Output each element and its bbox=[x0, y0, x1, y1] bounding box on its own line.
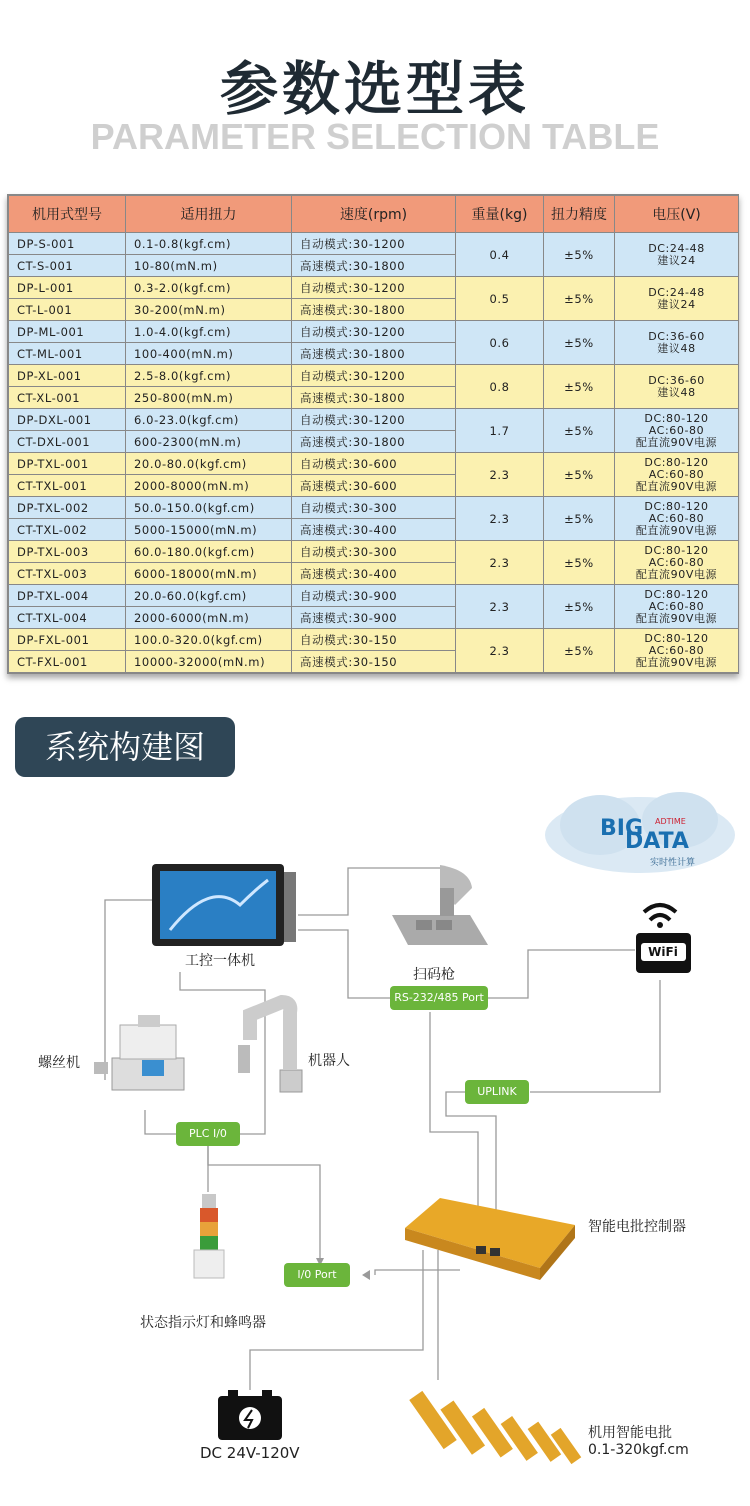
voltage-line: DC:36-60 bbox=[648, 373, 705, 387]
model-cell: DP-S-001 bbox=[9, 233, 126, 255]
dc-power-battery-icon bbox=[218, 1390, 282, 1440]
system-diagram bbox=[0, 780, 750, 1506]
diagram-svg bbox=[0, 780, 750, 1506]
torque-cell: 6.0-23.0(kgf.cm) bbox=[126, 409, 292, 431]
speed-cell: 高速模式:30-1800 bbox=[292, 343, 456, 365]
speed-cell: 自动模式:30-900 bbox=[292, 585, 456, 607]
weight-cell: 1.7 bbox=[456, 409, 544, 453]
torque-cell: 1.0-4.0(kgf.cm) bbox=[126, 321, 292, 343]
speed-cell: 高速模式:30-1800 bbox=[292, 431, 456, 453]
torque-cell: 20.0-60.0(kgf.cm) bbox=[126, 585, 292, 607]
voltage-line: AC:60-80 bbox=[648, 467, 705, 481]
col-header-torque: 适用扭力 bbox=[126, 196, 292, 233]
voltage-cell bbox=[615, 497, 739, 541]
wifi-text: WiFi bbox=[648, 945, 678, 959]
voltage-line: AC:60-80 bbox=[648, 511, 705, 525]
voltage-line: DC:80-120 bbox=[644, 411, 709, 425]
torque-cell: 600-2300(mN.m) bbox=[126, 431, 292, 453]
speed-cell: 自动模式:30-150 bbox=[292, 629, 456, 651]
col-header-weight: 重量(kg) bbox=[456, 196, 544, 233]
voltage-line: 建议48 bbox=[657, 385, 696, 399]
model-cell: DP-L-001 bbox=[9, 277, 126, 299]
table-row bbox=[9, 277, 739, 299]
speed-cell: 高速模式:30-1800 bbox=[292, 387, 456, 409]
tag-uplink: UPLINK bbox=[465, 1080, 529, 1104]
table-row bbox=[9, 541, 739, 563]
voltage-line: DC:36-60 bbox=[648, 329, 705, 343]
voltage-cell bbox=[615, 541, 739, 585]
model-cell: CT-TXL-002 bbox=[9, 519, 126, 541]
weight-cell: 2.3 bbox=[456, 629, 544, 673]
precision-cell: ±5% bbox=[544, 277, 615, 321]
voltage-cell bbox=[615, 585, 739, 629]
label-industrial-pc: 工控一体机 bbox=[185, 953, 255, 969]
col-header-model: 机用式型号 bbox=[9, 196, 126, 233]
torque-cell: 10-80(mN.m) bbox=[126, 255, 292, 277]
model-cell: CT-DXL-001 bbox=[9, 431, 126, 453]
model-cell: DP-FXL-001 bbox=[9, 629, 126, 651]
smart-driver-controller-icon bbox=[405, 1198, 575, 1280]
weight-cell: 2.3 bbox=[456, 453, 544, 497]
torque-cell: 100.0-320.0(kgf.cm) bbox=[126, 629, 292, 651]
voltage-line: DC:80-120 bbox=[644, 543, 709, 557]
torque-cell: 2.5-8.0(kgf.cm) bbox=[126, 365, 292, 387]
speed-cell: 自动模式:30-1200 bbox=[292, 233, 456, 255]
barcode-scanner-icon bbox=[392, 865, 488, 945]
table-body bbox=[9, 233, 739, 673]
label-scanner: 扫码枪 bbox=[413, 967, 455, 983]
speed-cell: 高速模式:30-900 bbox=[292, 607, 456, 629]
voltage-line: 配直流90V电源 bbox=[635, 435, 718, 449]
voltage-line: AC:60-80 bbox=[648, 423, 705, 437]
voltage-line: DC:24-48 bbox=[648, 241, 705, 255]
big-data-cloud-icon bbox=[545, 792, 735, 873]
col-header-speed: 速度(rpm) bbox=[292, 196, 456, 233]
speed-cell: 高速模式:30-400 bbox=[292, 519, 456, 541]
torque-cell: 30-200(mN.m) bbox=[126, 299, 292, 321]
model-cell: CT-L-001 bbox=[9, 299, 126, 321]
model-cell: CT-ML-001 bbox=[9, 343, 126, 365]
voltage-cell bbox=[615, 277, 739, 321]
col-header-precision: 扭力精度 bbox=[544, 196, 615, 233]
precision-cell: ±5% bbox=[544, 585, 615, 629]
voltage-cell bbox=[615, 629, 739, 673]
cloud-word-big: BIG bbox=[600, 816, 644, 841]
industrial-pc-icon bbox=[152, 864, 296, 946]
page-title: 参数选型表 bbox=[219, 55, 530, 123]
screw-machine-icon bbox=[94, 1015, 184, 1090]
torque-cell: 0.3-2.0(kgf.cm) bbox=[126, 277, 292, 299]
model-cell: DP-DXL-001 bbox=[9, 409, 126, 431]
table-header-row bbox=[9, 196, 739, 233]
precision-cell: ±5% bbox=[544, 629, 615, 673]
precision-cell: ±5% bbox=[544, 409, 615, 453]
cloud-word-adtime: ADTIME bbox=[655, 817, 686, 826]
voltage-line: AC:60-80 bbox=[648, 643, 705, 657]
torque-cell: 2000-8000(mN.m) bbox=[126, 475, 292, 497]
model-cell: DP-TXL-004 bbox=[9, 585, 126, 607]
table-row bbox=[9, 321, 739, 343]
voltage-cell bbox=[615, 365, 739, 409]
cloud-word-data: DATA bbox=[625, 829, 689, 854]
voltage-cell bbox=[615, 321, 739, 365]
wifi-router-icon bbox=[636, 905, 691, 973]
weight-cell: 0.6 bbox=[456, 321, 544, 365]
voltage-line: 配直流90V电源 bbox=[635, 567, 718, 581]
page-subtitle: PARAMETER SELECTION TABLE bbox=[90, 116, 660, 157]
torque-cell: 6000-18000(mN.m) bbox=[126, 563, 292, 585]
voltage-line: 建议24 bbox=[657, 297, 696, 311]
model-cell: CT-FXL-001 bbox=[9, 651, 126, 673]
tag-io-port: I/0 Port bbox=[284, 1263, 350, 1287]
table-row bbox=[9, 233, 739, 255]
voltage-line: 配直流90V电源 bbox=[635, 611, 718, 625]
weight-cell: 2.3 bbox=[456, 497, 544, 541]
col-header-voltage: 电压(V) bbox=[615, 196, 739, 233]
speed-cell: 自动模式:30-1200 bbox=[292, 321, 456, 343]
voltage-line: DC:24-48 bbox=[648, 285, 705, 299]
torque-cell: 10000-32000(mN.m) bbox=[126, 651, 292, 673]
voltage-line: 配直流90V电源 bbox=[635, 479, 718, 493]
voltage-line: DC:80-120 bbox=[644, 631, 709, 645]
voltage-line: 配直流90V电源 bbox=[635, 655, 718, 669]
model-cell: DP-TXL-002 bbox=[9, 497, 126, 519]
voltage-line: DC:80-120 bbox=[644, 499, 709, 513]
voltage-cell bbox=[615, 453, 739, 497]
model-cell: CT-TXL-001 bbox=[9, 475, 126, 497]
model-cell: DP-TXL-003 bbox=[9, 541, 126, 563]
precision-cell: ±5% bbox=[544, 453, 615, 497]
model-cell: DP-XL-001 bbox=[9, 365, 126, 387]
voltage-line: 建议24 bbox=[657, 253, 696, 267]
precision-cell: ±5% bbox=[544, 233, 615, 277]
scara-robot-icon bbox=[238, 1002, 302, 1092]
tag-plc-io: PLC I/0 bbox=[176, 1122, 240, 1146]
torque-cell: 100-400(mN.m) bbox=[126, 343, 292, 365]
speed-cell: 自动模式:30-1200 bbox=[292, 409, 456, 431]
precision-cell: ±5% bbox=[544, 321, 615, 365]
model-cell: CT-TXL-003 bbox=[9, 563, 126, 585]
section-badge: 系统构建图 bbox=[15, 717, 235, 777]
model-cell: CT-S-001 bbox=[9, 255, 126, 277]
table-row bbox=[9, 629, 739, 651]
voltage-line: 配直流90V电源 bbox=[635, 523, 718, 537]
voltage-cell bbox=[615, 409, 739, 453]
label-drivers-range: 0.1-320kgf.cm bbox=[588, 1442, 689, 1458]
voltage-line: 建议48 bbox=[657, 341, 696, 355]
voltage-line: AC:60-80 bbox=[648, 555, 705, 569]
weight-cell: 2.3 bbox=[456, 585, 544, 629]
speed-cell: 高速模式:30-150 bbox=[292, 651, 456, 673]
model-cell: CT-XL-001 bbox=[9, 387, 126, 409]
torque-cell: 250-800(mN.m) bbox=[126, 387, 292, 409]
arrowhead-io bbox=[362, 1270, 370, 1280]
label-drivers: 机用智能电批 bbox=[588, 1425, 672, 1441]
label-controller: 智能电批控制器 bbox=[588, 1219, 686, 1235]
torque-cell: 60.0-180.0(kgf.cm) bbox=[126, 541, 292, 563]
label-screw-machine: 螺丝机 bbox=[38, 1055, 80, 1071]
precision-cell: ±5% bbox=[544, 365, 615, 409]
label-tower-light: 状态指示灯和蜂鸣器 bbox=[140, 1315, 266, 1331]
tag-rs232-port: RS-232/485 Port bbox=[390, 986, 488, 1010]
voltage-line: DC:80-120 bbox=[644, 455, 709, 469]
torque-cell: 20.0-80.0(kgf.cm) bbox=[126, 453, 292, 475]
torque-cell: 50.0-150.0(kgf.cm) bbox=[126, 497, 292, 519]
model-cell: CT-TXL-004 bbox=[9, 607, 126, 629]
precision-cell: ±5% bbox=[544, 497, 615, 541]
speed-cell: 自动模式:30-300 bbox=[292, 541, 456, 563]
weight-cell: 0.4 bbox=[456, 233, 544, 277]
speed-cell: 高速模式:30-400 bbox=[292, 563, 456, 585]
speed-cell: 自动模式:30-600 bbox=[292, 453, 456, 475]
torque-cell: 0.1-0.8(kgf.cm) bbox=[126, 233, 292, 255]
weight-cell: 2.3 bbox=[456, 541, 544, 585]
speed-cell: 高速模式:30-600 bbox=[292, 475, 456, 497]
label-robot: 机器人 bbox=[308, 1053, 350, 1069]
tower-light-icon bbox=[194, 1194, 224, 1278]
cloud-word-realtime: 实时性计算 bbox=[650, 858, 696, 868]
table-row bbox=[9, 453, 739, 475]
weight-cell: 0.8 bbox=[456, 365, 544, 409]
parameter-table bbox=[7, 194, 739, 674]
voltage-line: DC:80-120 bbox=[644, 587, 709, 601]
label-power: DC 24V-120V bbox=[200, 1444, 300, 1462]
weight-cell: 0.5 bbox=[456, 277, 544, 321]
table-row bbox=[9, 585, 739, 607]
model-cell: DP-TXL-001 bbox=[9, 453, 126, 475]
speed-cell: 高速模式:30-1800 bbox=[292, 299, 456, 321]
torque-cell: 5000-15000(mN.m) bbox=[126, 519, 292, 541]
precision-cell: ±5% bbox=[544, 541, 615, 585]
table-row bbox=[9, 497, 739, 519]
speed-cell: 高速模式:30-1800 bbox=[292, 255, 456, 277]
table-row bbox=[9, 365, 739, 387]
speed-cell: 自动模式:30-300 bbox=[292, 497, 456, 519]
table-row bbox=[9, 409, 739, 431]
speed-cell: 自动模式:30-1200 bbox=[292, 365, 456, 387]
voltage-line: AC:60-80 bbox=[648, 599, 705, 613]
model-cell: DP-ML-001 bbox=[9, 321, 126, 343]
speed-cell: 自动模式:30-1200 bbox=[292, 277, 456, 299]
torque-cell: 2000-6000(mN.m) bbox=[126, 607, 292, 629]
screw-drivers-icon bbox=[409, 1391, 581, 1464]
voltage-cell bbox=[615, 233, 739, 277]
